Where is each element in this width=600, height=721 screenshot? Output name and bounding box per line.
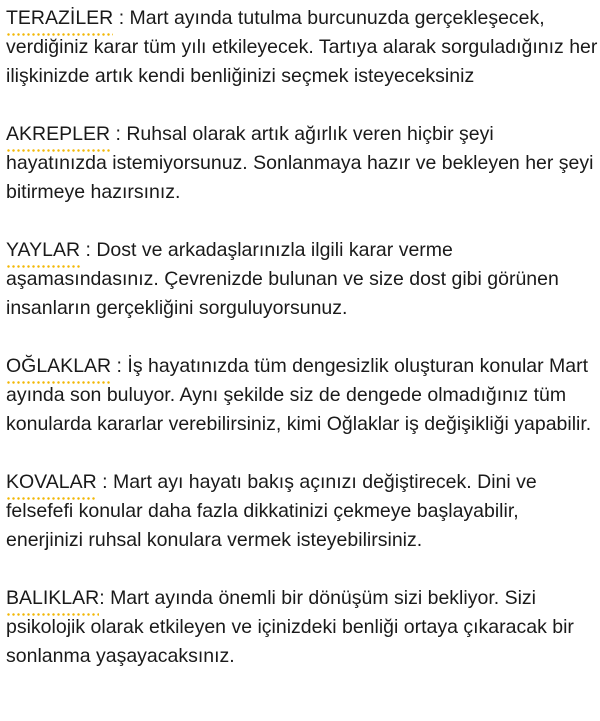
sign-name-kovalar: KOVALAR xyxy=(6,471,97,493)
entry-text-oglaklar: İş hayatınızda tüm dengesizlik oluşturan konular Mart ayında son buluyor. Aynı şekilde siz de dengede olmadığınız tüm konularda kararlar verebilirsiniz, kimi Oğlaklar iş değişikliği yapabilir. xyxy=(6,355,592,435)
horoscope-entry-kovalar xyxy=(6,468,598,555)
sign-name-teraziler: TERAZİLER xyxy=(6,7,114,29)
sign-name-oglaklar: OĞLAKLAR xyxy=(6,355,112,377)
horoscope-entry-oglaklar xyxy=(6,352,598,439)
separator-oglaklar: : xyxy=(111,355,128,377)
separator-kovalar: : xyxy=(96,471,113,493)
entry-text-akrepler: Ruhsal olarak artık ağırlık veren hiçbir şeyi hayatınızda istemiyorsunuz. Sonlanmaya hazır ve bekleyen her şeyi bitirmeye hazırsınız. xyxy=(6,123,594,203)
sign-name-yaylar: YAYLAR xyxy=(6,239,81,261)
sign-name-baliklar: BALIKLAR xyxy=(6,587,100,609)
horoscope-entry-baliklar xyxy=(6,584,598,671)
horoscope-entry-teraziler xyxy=(6,4,598,91)
entry-text-yaylar: Dost ve arkadaşlarınızla ilgili karar verme aşamasındasınız. Çevrenizde bulunan ve size dost gibi görünen insanların gerçekliğini sorguluyorsunuz. xyxy=(6,239,559,319)
separator-teraziler: : xyxy=(113,7,130,29)
horoscope-entry-yaylar xyxy=(6,236,598,323)
separator-baliklar: : xyxy=(99,587,111,609)
horoscope-entry-akrepler xyxy=(6,120,598,207)
entry-text-kovalar: Mart ayı hayatı bakış açınızı değiştirecek. Dini ve felsefefi konular daha fazla dikkatinizi çekmeye başlayabilir, enerjinizi ruhsal konulara vermek isteyebilirsiniz. xyxy=(6,471,537,551)
separator-akrepler: : xyxy=(110,123,127,145)
entry-text-baliklar: Mart ayında önemli bir dönüşüm sizi bekliyor. Sizi psikolojik olarak etkileyen ve içinizdeki benliği ortaya çıkaracak bir sonlanma yaşayacaksınız. xyxy=(6,587,574,667)
sign-name-akrepler: AKREPLER xyxy=(6,123,111,145)
horoscope-document xyxy=(6,4,598,700)
entry-text-teraziler: Mart ayında tutulma burcunuzda gerçekleşecek, verdiğiniz karar tüm yılı etkileyecek. Tartıya alarak sorguladığınız her ilişkinizde artık kendi benliğinizi seçmek isteyeceksiniz xyxy=(6,7,598,87)
separator-yaylar: : xyxy=(80,239,97,261)
